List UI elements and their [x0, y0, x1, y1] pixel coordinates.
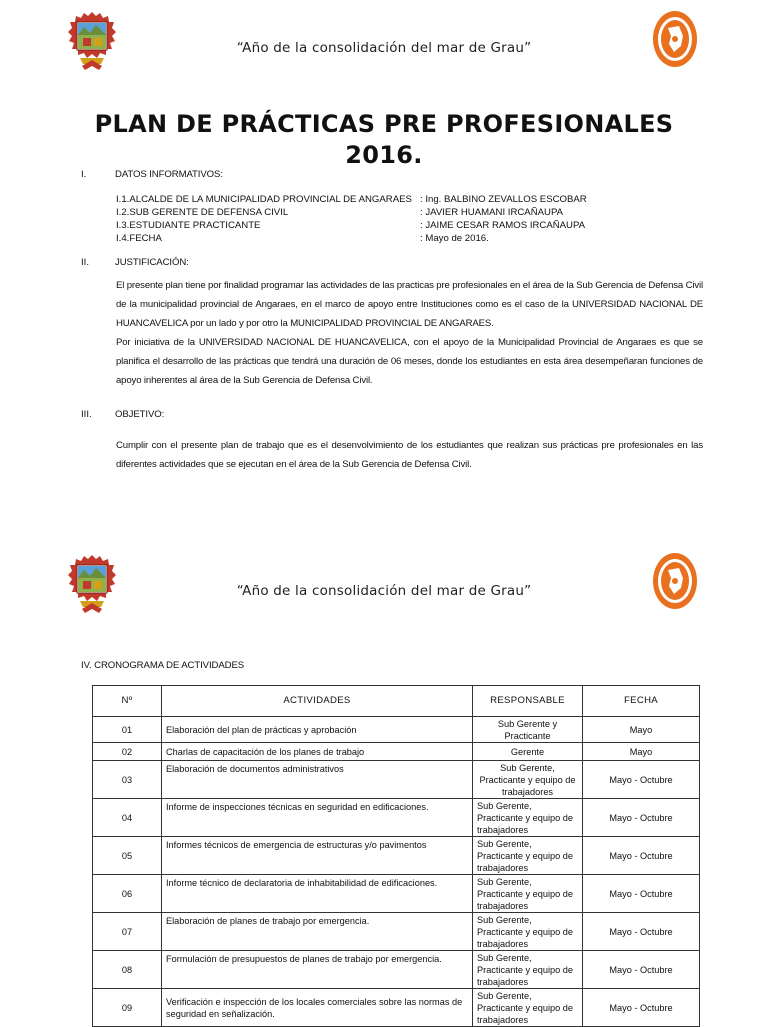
- cell-responsible: Sub Gerente, Practicante y equipo de trabajadores: [473, 799, 583, 837]
- cell-responsible: Gerente: [473, 743, 583, 761]
- cell-responsible: Sub Gerente, Practicante y equipo de trabajadores: [473, 761, 583, 799]
- activities-schedule-table: [92, 685, 700, 1027]
- section4-heading: IV. CRONOGRAMA DE ACTIVIDADES: [81, 660, 245, 671]
- info-value: : Ing. BALBINO ZEVALLOS ESCOBAR: [420, 194, 587, 205]
- col-header-date: FECHA: [583, 686, 700, 717]
- cell-number: 09: [93, 989, 162, 1027]
- cell-responsible: Sub Gerente y Practicante: [473, 717, 583, 743]
- cell-date: Mayo - Octubre: [583, 989, 700, 1027]
- cell-date: Mayo: [583, 717, 700, 743]
- table-row: [93, 913, 700, 951]
- cell-responsible: Sub Gerente, Practicante y equipo de trabajadores: [473, 837, 583, 875]
- col-header-responsible: RESPONSABLE: [473, 686, 583, 717]
- table-row: [93, 951, 700, 989]
- cell-number: 05: [93, 837, 162, 875]
- cell-activity: Elaboración del plan de prácticas y aprobación: [162, 717, 473, 743]
- cell-date: Mayo - Octubre: [583, 761, 700, 799]
- cell-number: 07: [93, 913, 162, 951]
- section2-number: II.: [81, 257, 89, 268]
- info-row: [116, 219, 716, 232]
- info-key: I.2.SUB GERENTE DE DEFENSA CIVIL: [116, 207, 289, 218]
- col-header-activities: ACTIVIDADES: [162, 686, 473, 717]
- info-value: : Mayo de 2016.: [420, 233, 489, 244]
- cell-responsible: Sub Gerente, Practicante y equipo de trabajadores: [473, 913, 583, 951]
- table-row: [93, 743, 700, 761]
- cell-activity: Informes técnicos de emergencia de estructuras y/o pavimentos: [162, 837, 473, 875]
- cell-number: 02: [93, 743, 162, 761]
- justification-paragraph-1: El presente plan tiene por finalidad programar las actividades de las practicas pre profesionales en el área de la Sub Gerencia de Defensa Civil de la municipalidad provincial de Angaraes, en el marco de apoyo entre Instituciones como es el caso de la UNIVERSIDAD NACIONAL DE HUANCAVELICA por un lado y por otro la MUNICIPALIDAD PROVINCIAL DE ANGARAES.: [116, 280, 703, 329]
- cell-date: Mayo - Octubre: [583, 875, 700, 913]
- info-table: [116, 193, 716, 245]
- civil-defense-seal-logo: [652, 10, 698, 73]
- civil-defense-seal-logo: [652, 552, 698, 615]
- table-row: [93, 799, 700, 837]
- section3-heading: OBJETIVO:: [115, 409, 165, 420]
- cell-activity: Elaboración de documentos administrativos: [162, 761, 473, 799]
- section3-number: III.: [81, 409, 92, 420]
- justification-text: [116, 276, 703, 390]
- cell-responsible: Sub Gerente, Practicante y equipo de trabajadores: [473, 989, 583, 1027]
- info-key: I.3.ESTUDIANTE PRACTICANTE: [116, 220, 261, 231]
- info-value: : JAVIER HUAMANI IRCAÑAUPA: [420, 207, 564, 218]
- cell-number: 01: [93, 717, 162, 743]
- cell-date: Mayo - Octubre: [583, 799, 700, 837]
- info-key: I.1.ALCALDE DE LA MUNICIPALIDAD PROVINCIAL DE ANGARAES: [116, 194, 412, 205]
- objective-paragraph: Cumplir con el presente plan de trabajo que es el desenvolvimiento de los estudiantes que realizan sus prácticas pre profesionales en las diferentes actividades que se ejecutan en el área de la Sub Gerencia de Defensa Civil.: [116, 440, 703, 470]
- cell-responsible: Sub Gerente, Practicante y equipo de trabajadores: [473, 875, 583, 913]
- page-title-line1: PLAN DE PRÁCTICAS PRE PROFESIONALES: [94, 110, 674, 138]
- cell-date: Mayo - Octubre: [583, 951, 700, 989]
- table-row: [93, 989, 700, 1027]
- cell-number: 04: [93, 799, 162, 837]
- section1-number: I.: [81, 169, 87, 180]
- page-title-line2: 2016.: [345, 141, 423, 169]
- header-motto: “Año de la consolidación del mar de Grau”: [236, 40, 532, 56]
- table-header-row: [93, 686, 700, 717]
- cell-activity: Informe técnico de declaratoria de inhabitabilidad de edificaciones.: [162, 875, 473, 913]
- cell-activity: Informe de inspecciones técnicas en seguridad en edificaciones.: [162, 799, 473, 837]
- cell-activity: Charlas de capacitación de los planes de trabajo: [162, 743, 473, 761]
- table-row: [93, 837, 700, 875]
- info-row: [116, 193, 716, 206]
- cell-date: Mayo - Octubre: [583, 913, 700, 951]
- table-row: [93, 875, 700, 913]
- justification-paragraph-2: Por iniciativa de la UNIVERSIDAD NACIONAL DE HUANCAVELICA, con el apoyo de la Municipalidad Provincial de Angaraes es que se planifica el desarrollo de las prácticas que tendrá una duración de 06 meses, donde los estudiantes en esta área desempeñaran funciones de apoyo inherentes al área de la Sub Gerencia de Defensa Civil.: [116, 337, 703, 386]
- col-header-number: Nº: [93, 686, 162, 717]
- cell-number: 03: [93, 761, 162, 799]
- table-row: [93, 761, 700, 799]
- info-row: [116, 232, 716, 245]
- cell-date: Mayo - Octubre: [583, 837, 700, 875]
- header-motto: “Año de la consolidación del mar de Grau”: [236, 583, 532, 599]
- cell-activity: Formulación de presupuestos de planes de trabajo por emergencia.: [162, 951, 473, 989]
- cell-date: Mayo: [583, 743, 700, 761]
- table-row: [93, 717, 700, 743]
- objective-text: [116, 436, 703, 474]
- cell-activity: Elaboración de planes de trabajo por emergencia.: [162, 913, 473, 951]
- section1-heading: DATOS INFORMATIVOS:: [115, 169, 223, 180]
- info-row: [116, 206, 716, 219]
- cell-number: 08: [93, 951, 162, 989]
- section2-heading: JUSTIFICACIÓN:: [115, 257, 189, 268]
- cell-number: 06: [93, 875, 162, 913]
- info-value: : JAIME CESAR RAMOS IRCAÑAUPA: [420, 220, 586, 231]
- cell-activity: Verificación e inspección de los locales comerciales sobre las normas de seguridad en señalización.: [162, 989, 473, 1027]
- cell-responsible: Sub Gerente, Practicante y equipo de trabajadores: [473, 951, 583, 989]
- info-key: I.4.FECHA: [116, 233, 162, 244]
